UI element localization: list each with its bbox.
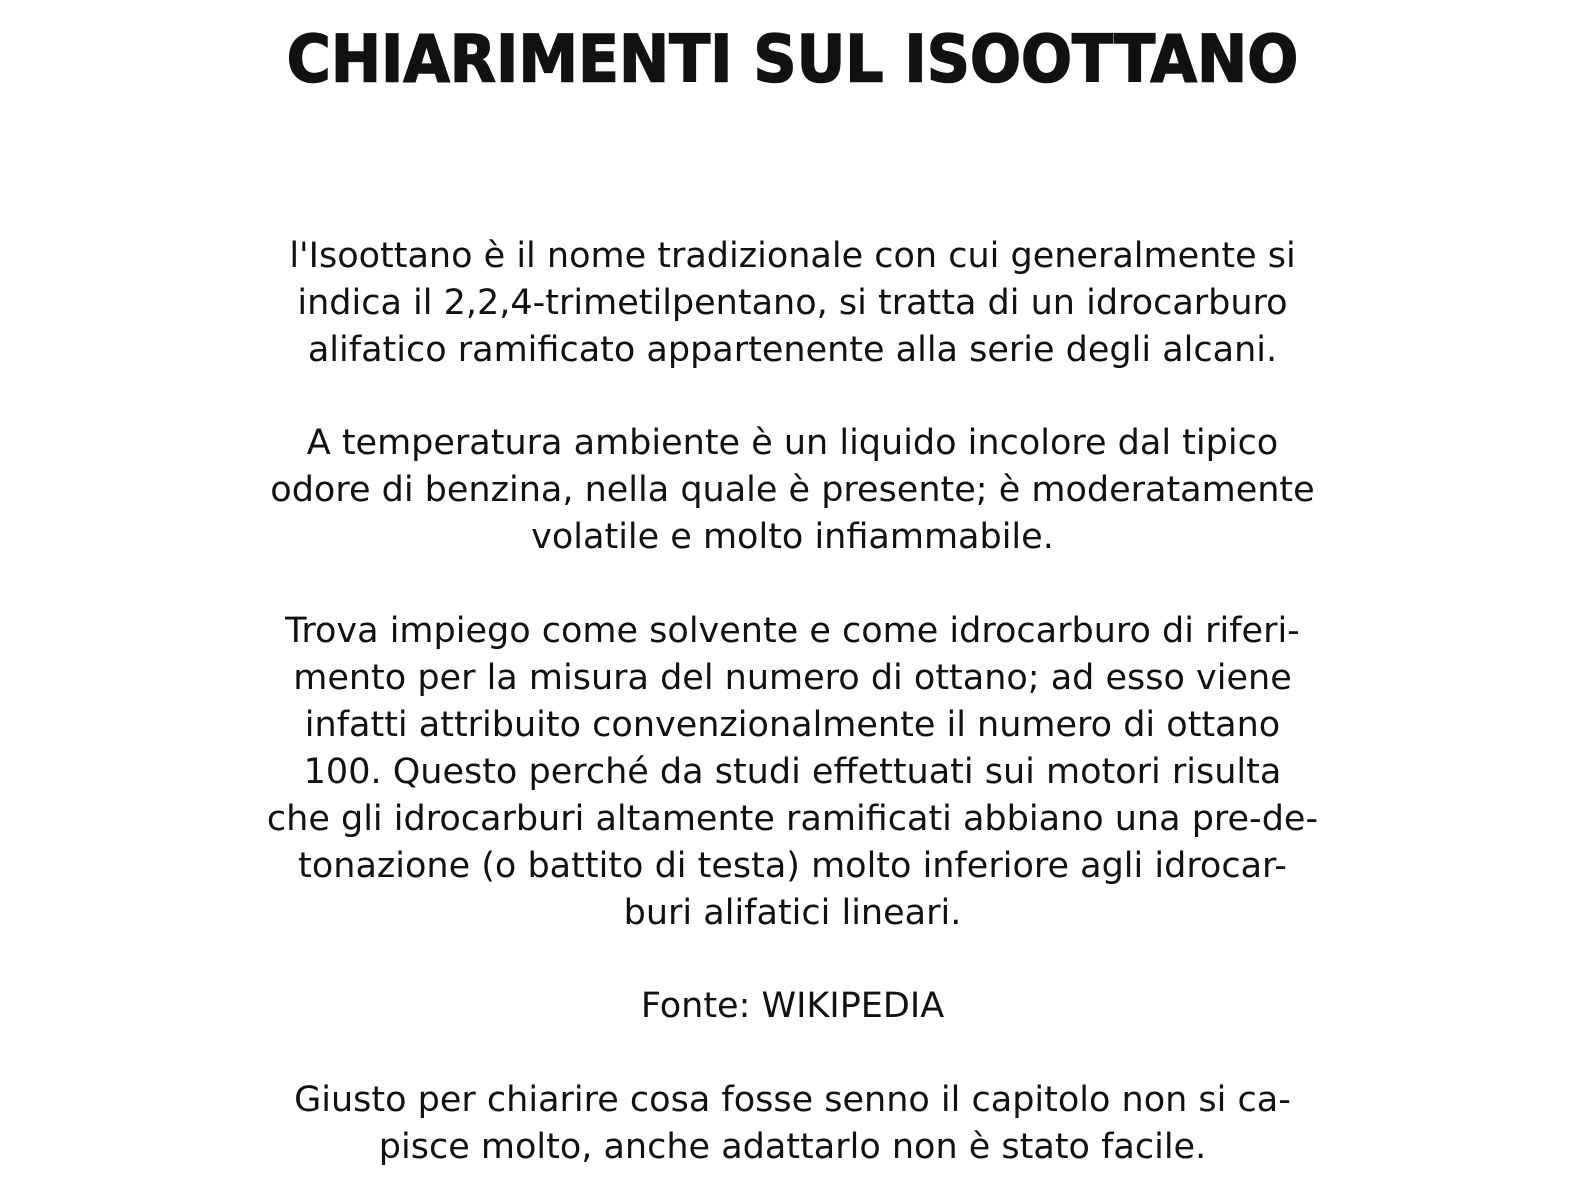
text-line: indica il 2,2,4-trimetilpentano, si tratta di un idrocarburo [297, 283, 1288, 323]
text-line: l'Isoottano è il nome tradizionale con cui generalmente si [289, 236, 1296, 276]
text-line: A temperatura ambiente è un liquido incolore dal tipico [306, 423, 1279, 463]
text-line: tonazione (o battito di testa) molto inferiore agli idrocar- [298, 846, 1287, 886]
text-line: mento per la misura del numero di ottano; ad esso viene [293, 658, 1292, 698]
text-line: buri alifatici lineari. [623, 893, 962, 933]
text-line: infatti attribuito convenzionalmente il numero di ottano [304, 705, 1281, 745]
text-line: alifatico ramificato appartenente alla serie degli alcani. [307, 330, 1278, 370]
text-line: 100. Questo perché da studi effettuati sui motori risulta [303, 752, 1282, 792]
text-line: odore di benzina, nella quale è presente; è moderatamente [270, 470, 1315, 510]
text-line: Giusto per chiarire cosa fosse senno il capitolo non si ca- [294, 1080, 1291, 1120]
text-line: che gli idrocarburi altamente ramificati abbiano una pre-de- [266, 799, 1319, 839]
source-line: Fonte: WIKIPEDIA [640, 986, 945, 1026]
page-title: CHIARIMENTI SUL ISOOTTANO [286, 22, 1299, 98]
source-credit [190, 983, 1395, 1030]
paragraph-note [190, 1077, 1395, 1171]
paragraph-properties [190, 420, 1395, 561]
paragraph-usage [190, 608, 1395, 937]
text-line: pisce molto, anche adattarlo non è stato facile. [378, 1127, 1207, 1167]
paragraph-definition [190, 233, 1395, 374]
text-line: volatile e molto infiammabile. [531, 517, 1054, 557]
text-line: Trova impiego come solvente e come idrocarburo di riferi- [285, 611, 1300, 651]
